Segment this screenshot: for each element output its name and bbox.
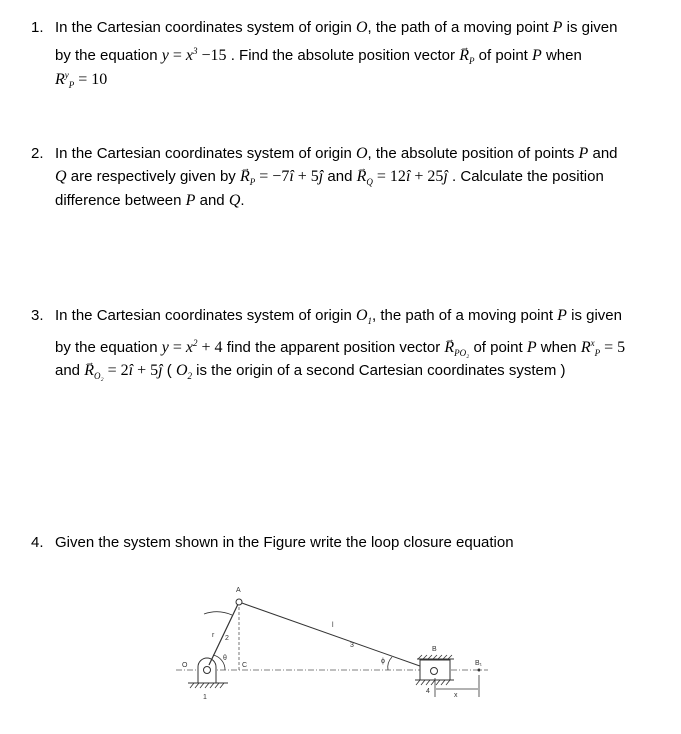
label-l: l	[332, 622, 334, 629]
label-theta: θ	[223, 655, 227, 662]
joint-a	[236, 599, 242, 605]
math-segment: P	[578, 145, 589, 162]
text-segment: of point	[474, 47, 533, 64]
label-ground-1: 1	[203, 694, 207, 701]
problem-line	[55, 306, 622, 331]
math-segment: x	[590, 338, 595, 348]
text-segment: by the equation	[55, 47, 162, 64]
math-segment: y	[64, 70, 69, 80]
label-slider-4: 4	[426, 688, 430, 695]
math-segment: ĵ	[158, 362, 163, 379]
text-segment: , the absolute position of points	[367, 145, 579, 162]
math-segment: î	[405, 168, 411, 185]
math-segment: P	[532, 47, 542, 64]
math-segment: y	[161, 47, 169, 64]
vector-symbol: → R	[240, 167, 250, 187]
text-segment: and	[588, 145, 618, 162]
math-segment: Q	[228, 192, 241, 209]
phi-arc	[388, 657, 392, 670]
connecting-rod-3	[239, 602, 434, 671]
text-segment: In the Cartesian coordinates system of origin	[55, 307, 356, 324]
label-link-3: 3	[350, 642, 354, 649]
math-segment: P	[552, 19, 563, 36]
math-segment: = 12	[372, 168, 406, 185]
problem-line	[55, 41, 582, 71]
math-segment: 2	[193, 338, 198, 348]
problem-number: 4.	[31, 534, 44, 551]
math-segment: P	[526, 339, 537, 356]
math-segment: 1	[367, 316, 373, 326]
label-phi: ϕ	[381, 658, 385, 665]
text-segment: .	[240, 192, 245, 209]
text-segment: . Find the absolute position vector	[226, 47, 460, 64]
text-segment: , the path of a moving point	[367, 19, 553, 36]
math-segment: + 4	[197, 339, 223, 356]
problem-line	[55, 191, 245, 211]
text-segment: is given	[566, 307, 622, 324]
text-segment: of point	[469, 339, 527, 356]
math-segment: Q	[55, 168, 67, 185]
problem-number: 1.	[31, 19, 44, 36]
point-b1	[478, 669, 481, 672]
math-segment: ĵ	[318, 168, 324, 185]
label-c: C	[242, 662, 248, 669]
label-b1: B₁	[475, 660, 483, 667]
math-segment: PO₂	[454, 348, 470, 358]
text-segment: , the path of a moving point	[372, 307, 558, 324]
slider-crank-figure	[170, 575, 500, 725]
math-segment: O	[175, 362, 188, 379]
vector-symbol: → R	[84, 361, 94, 381]
math-segment: 3	[193, 46, 198, 56]
math-segment: = 5	[600, 339, 626, 356]
math-segment: P	[468, 56, 475, 66]
label-r: r	[212, 632, 215, 639]
math-segment: =	[168, 47, 186, 64]
label-x: x	[454, 692, 458, 699]
vector-symbol: → R	[459, 46, 469, 66]
math-segment: = 10	[74, 71, 108, 88]
text-segment: In the Cartesian coordinates system of origin	[55, 19, 356, 36]
math-segment: ĵ	[443, 168, 448, 185]
text-segment: and	[195, 192, 229, 209]
text-segment: (	[162, 362, 176, 379]
math-segment: + 25	[410, 168, 444, 185]
math-segment: y	[161, 339, 169, 356]
math-segment: Q	[366, 177, 373, 187]
math-segment: + 5	[293, 168, 319, 185]
problem-number: 2.	[31, 145, 44, 162]
vector-symbol: → R	[444, 338, 454, 358]
problem-line	[55, 361, 566, 386]
problem-line	[55, 333, 625, 363]
slider-block-b	[415, 655, 454, 685]
text-segment: by the equation	[55, 339, 162, 356]
text-segment: and	[323, 168, 357, 185]
text-segment: when	[536, 339, 581, 356]
math-segment: î	[128, 362, 134, 379]
math-segment: 2	[187, 371, 192, 381]
label-o: O	[182, 662, 188, 669]
problem-number: 3.	[31, 307, 44, 324]
math-segment: = −7	[255, 168, 290, 185]
math-segment: P	[68, 80, 75, 90]
math-segment: O₂	[93, 371, 104, 381]
math-segment: î	[289, 168, 294, 185]
label-link-2: 2	[225, 635, 229, 642]
math-segment: =	[168, 339, 186, 356]
problem-line	[55, 144, 618, 164]
math-segment: O	[355, 145, 368, 162]
vector-symbol: → R	[357, 167, 367, 187]
math-segment: = 2	[103, 362, 129, 379]
math-segment: −15	[197, 47, 227, 64]
math-segment: x	[185, 339, 194, 356]
text-segment: Given the system shown in the Figure write the loop closure equation	[55, 534, 514, 551]
math-segment: R	[580, 339, 591, 356]
text-segment: when	[541, 47, 582, 64]
math-segment: P	[594, 348, 601, 358]
problem-line	[55, 65, 107, 95]
text-segment: is the origin of a second Cartesian coordinates system )	[192, 362, 566, 379]
problem-line	[55, 167, 604, 192]
text-segment: and	[55, 362, 85, 379]
math-segment: x	[185, 47, 194, 64]
math-segment: O	[355, 19, 368, 36]
math-segment: P	[249, 177, 256, 187]
text-segment: In the Cartesian coordinates system of origin	[55, 145, 356, 162]
math-segment: R	[55, 71, 65, 88]
math-segment: + 5	[133, 362, 159, 379]
math-segment: P	[557, 307, 567, 324]
text-segment: are respectively given by	[66, 168, 240, 185]
problem-line	[55, 18, 617, 38]
text-segment: difference between	[55, 192, 186, 209]
label-a: A	[236, 587, 241, 594]
text-segment: find the apparent position vector	[222, 339, 445, 356]
rotation-arrow	[204, 612, 232, 615]
label-b: B	[432, 646, 437, 653]
text-segment: is given	[562, 19, 618, 36]
math-segment: P	[185, 192, 196, 209]
problem-line	[55, 533, 514, 553]
math-segment: O	[355, 307, 368, 324]
ground-pivot-o	[188, 658, 228, 688]
text-segment: . Calculate the position	[447, 168, 604, 185]
